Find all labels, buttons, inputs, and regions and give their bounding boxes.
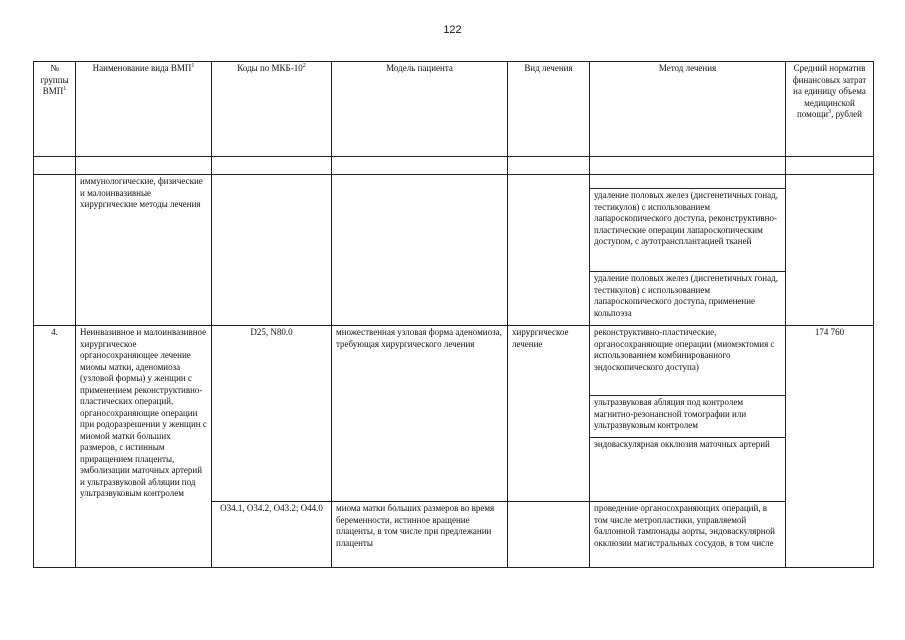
vmp-name-continued: иммунологические, физические и малоинвазивные хирургические методы лечения — [76, 175, 212, 326]
method-cell: проведение органосохраняющих операций, в том числе метропластики, управляемой баллонной тампонады аорты, эндоваскулярной окклюзии магистральных сосудов, в том числе — [590, 502, 786, 568]
icd-codes: D25, N80.0 — [212, 326, 332, 502]
header-patient-model: Модель пациента — [332, 62, 508, 157]
method-cell: ультразвуковая абляция под контролем магнитно-резонансной томографии или ультразвуковым контролем — [590, 396, 786, 438]
treatment-type — [508, 502, 590, 568]
treatment-type: хирургическое лечение — [508, 326, 590, 502]
table-row — [34, 326, 874, 396]
table-row — [34, 175, 874, 189]
icd-codes: O34.1, O34.2, O43.2; O44.0 — [212, 502, 332, 568]
header-vmp-name: Наименование вида ВМП$^1$ — [76, 62, 212, 157]
patient-model: миома матки больших размеров во время беременности, истинное вращение плаценты, в том числе при предлежании плаценты — [332, 502, 508, 568]
group-number: 4. — [34, 326, 76, 568]
method-cell: удаление половых желез (дисгенетичных гонад, тестикулов) с использованием лапароскопического доступа, применение кольпоэза — [590, 272, 786, 326]
vmp-name: Неинвазивное и малоинвазивное хирургическое органосохраняющее лечение миомы матки, аденомиоза (узловой формы) у женщин с применением реконструктивно-пластических операций, органосохраняющие операции при родоразрешении у женщин с миомой матки больших размеров, с истинным приращением плаценты, эмболизации маточных артерий и ультразвуковой абляции под ультразвуковым контролем — [76, 326, 212, 568]
cost-norm: 174 760 — [786, 326, 874, 568]
header-treatment-method: Метод лечения — [590, 62, 786, 157]
table-header-row — [34, 62, 874, 157]
table-spacer-row — [34, 157, 874, 175]
method-cell: удаление половых желез (дисгенетичных гонад, тестикулов) с использованием лапароскопического доступа, реконструктивно-пластические операции лапароскопическим доступом, с аутотрансплантацией тканей — [590, 189, 786, 272]
patient-model: множественная узловая форма аденомиоза, требующая хирургического лечения — [332, 326, 508, 502]
method-cell: реконструктивно-пластические, органосохраняющие операции (миомэктомия с использованием комбинированного эндоскопического доступа) — [590, 326, 786, 396]
header-cost-norm: Средний норматив финансовых затрат на единицу объема медицинской помощи$^3$, рублей — [786, 62, 874, 157]
header-group-number: № группы ВМП$^1$ — [34, 62, 76, 157]
method-cell — [590, 175, 786, 189]
vmp-table — [33, 61, 874, 568]
header-icd-codes: Коды по МКБ-$10^2$ — [212, 62, 332, 157]
method-cell: эндоваскулярная окклюзия маточных артерий — [590, 438, 786, 502]
header-treatment-type: Вид лечения — [508, 62, 590, 157]
page-number: 122 — [443, 24, 462, 36]
